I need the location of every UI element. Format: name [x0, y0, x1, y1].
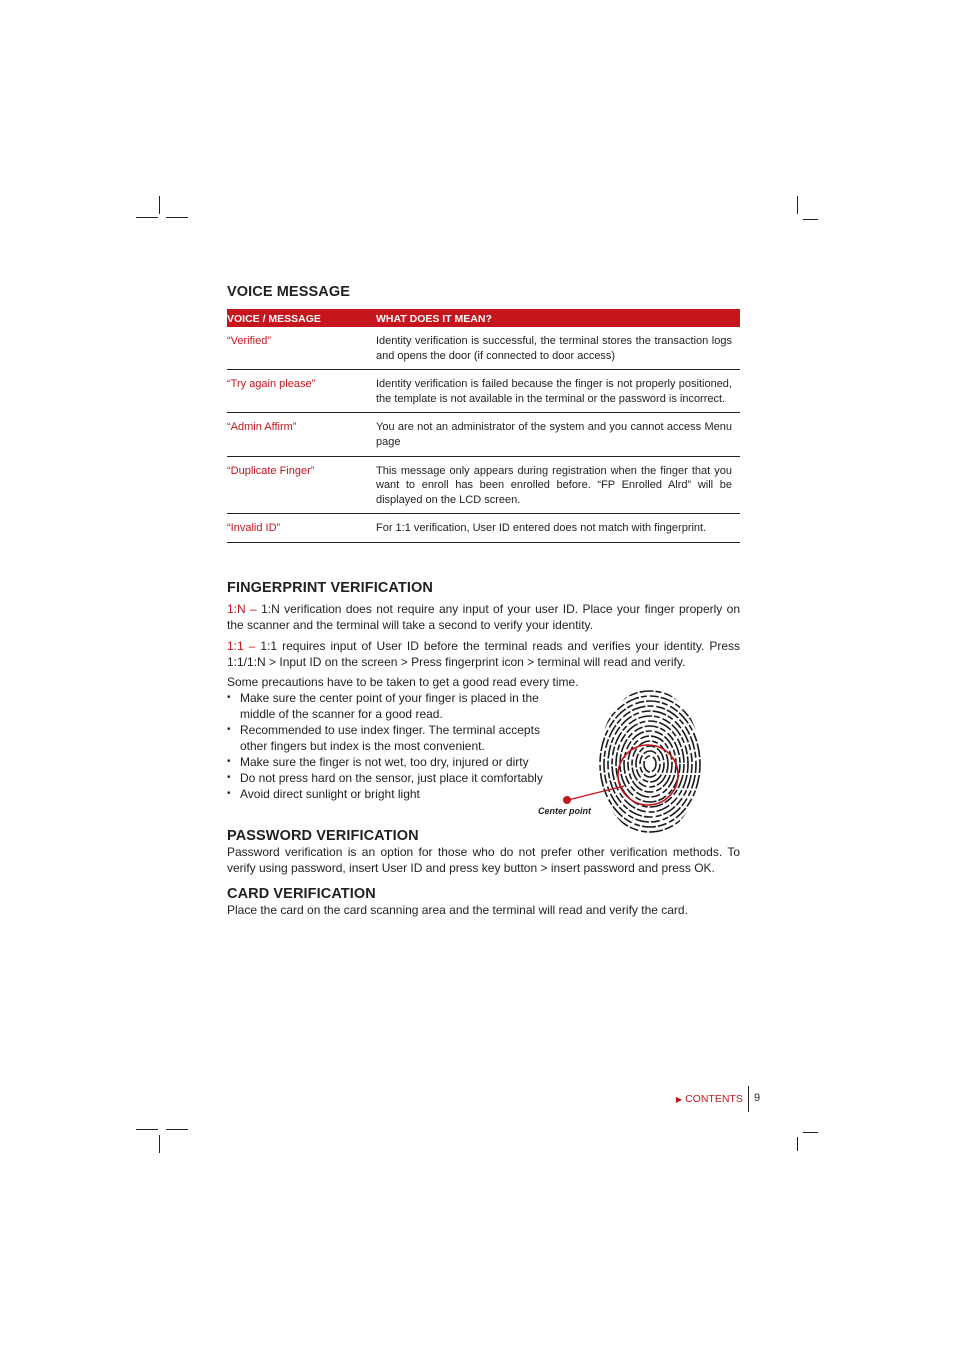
message-cell: “Admin Affirm” [227, 413, 376, 456]
crop-mark [159, 1135, 160, 1153]
password-heading: PASSWORD VERIFICATION [227, 827, 419, 844]
crop-mark [166, 217, 188, 218]
voice-message-heading: VOICE MESSAGE [227, 284, 350, 300]
table-row [227, 456, 740, 514]
list-item: • Recommended to use index finger. The terminal accepts other fingers but index is the most convenient. [227, 722, 557, 754]
center-point-label: Center point [538, 806, 591, 816]
precautions-intro: Some precautions have to be taken to get a good read every time. [227, 674, 579, 689]
one-to-one-text: 1:1 requires input of User ID before the terminal reads and verifies your identity. Press 1:1/1:N > Input ID on the screen > Press fingerprint icon > terminal will read and verify. [227, 638, 740, 669]
table-header [227, 309, 740, 327]
crop-mark [803, 219, 818, 220]
col1-header: VOICE / MESSAGE [227, 312, 321, 325]
meaning-cell: You are not an administrator of the system and you cannot access Menu page [376, 413, 740, 456]
one-to-one-lead: 1:1 – [227, 638, 256, 653]
table-body [227, 327, 740, 542]
triangle-right-icon: ▶ [676, 1095, 683, 1104]
col2-header: WHAT DOES IT MEAN? [376, 312, 492, 325]
message-cell: “Duplicate Finger” [227, 456, 376, 514]
meaning-cell: This message only appears during registration when the finger that you want to enroll has been enrolled before. “FP Enrolled Alrd” will be displayed on the LCD screen. [376, 456, 740, 514]
card-heading: CARD VERIFICATION [227, 885, 376, 902]
meaning-cell: Identity verification is failed because the finger is not properly positioned, the template is not available in the terminal or the password is incorrect. [376, 370, 740, 413]
table-row [227, 413, 740, 456]
table-row [227, 370, 740, 413]
precautions-list [227, 690, 557, 802]
one-to-n-lead: 1:N – [227, 601, 257, 616]
message-cell: “Invalid ID” [227, 514, 376, 543]
one-to-n-paragraph [227, 601, 740, 633]
crop-mark [166, 1129, 188, 1130]
one-to-one-paragraph [227, 638, 740, 670]
meaning-cell: For 1:1 verification, User ID entered does not match with fingerprint. [376, 514, 740, 543]
list-item: • Do not press hard on the sensor, just place it comfortably [227, 770, 557, 786]
message-cell: “Verified” [227, 327, 376, 370]
one-to-n-text: 1:N verification does not require any input of your user ID. Place your finger properly on the scanner and the terminal will take a second to verify your identity. [227, 601, 740, 632]
password-text: Password verification is an option for those who do not prefer other verification methods. To verify using password, insert User ID and press key button > insert password and press OK. [227, 844, 740, 875]
list-item: • Make sure the finger is not wet, too dry, injured or dirty [227, 754, 557, 770]
contents-label: CONTENTS [685, 1093, 743, 1105]
crop-mark [136, 217, 158, 218]
crop-mark [159, 196, 160, 214]
meaning-cell: Identity verification is successful, the terminal stores the transaction logs and opens the door (if connected to door access) [376, 327, 740, 370]
table-header-row [227, 309, 740, 327]
crop-mark [803, 1132, 818, 1133]
center-point-dot [563, 796, 571, 804]
page-number: 9 [754, 1092, 761, 1104]
fingerprint-heading: FINGERPRINT VERIFICATION [227, 579, 433, 596]
card-text: Place the card on the card scanning area and the terminal will read and verify the card. [227, 902, 688, 917]
crop-mark [797, 1137, 798, 1151]
list-item: • Make sure the center point of your finger is placed in the middle of the scanner for a good read. [227, 690, 557, 722]
message-cell: “Try again please” [227, 370, 376, 413]
crop-mark [136, 1129, 158, 1130]
table-row [227, 514, 740, 543]
voice-message-table [227, 309, 740, 543]
table-row [227, 327, 740, 370]
center-point-circle [618, 745, 678, 805]
crop-mark [797, 196, 798, 214]
list-item: • Avoid direct sunlight or bright light [227, 786, 557, 802]
footer-divider [748, 1086, 749, 1112]
contents-link[interactable] [676, 1093, 743, 1105]
